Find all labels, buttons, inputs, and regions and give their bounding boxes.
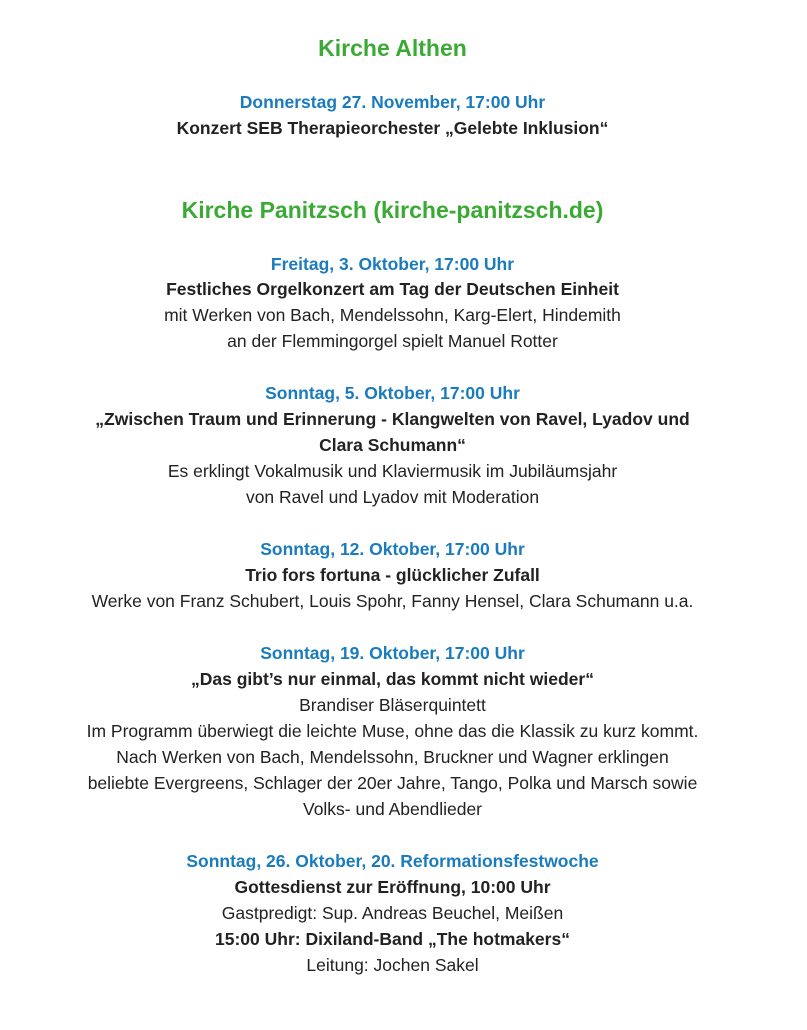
event-title: „Zwischen Traum und Erinnerung - Klangwelten von Ravel, Lyadov und bbox=[95, 409, 690, 429]
event-detail: Im Programm überwiegt die leichte Muse, ohne das die Klassik zu kurz kommt. bbox=[86, 721, 699, 741]
event-detail: Gastpredigt: Sup. Andreas Beuchel, Meißen bbox=[221, 903, 564, 923]
event-date: Sonntag, 26. Oktober, 20. Reformationsfestwoche bbox=[186, 851, 599, 871]
event-detail: von Ravel und Lyadov mit Moderation bbox=[245, 487, 540, 507]
venue-title-panitzsch: Kirche Panitzsch (kirche-panitzsch.de) bbox=[181, 197, 604, 223]
event-detail: an der Flemmingorgel spielt Manuel Rotter bbox=[227, 331, 558, 351]
event-title: Festliches Orgelkonzert am Tag der Deutschen Einheit bbox=[166, 279, 619, 299]
event-title: „Das gibt’s nur einmal, das kommt nicht wieder“ bbox=[191, 669, 594, 689]
event-date: Donnerstag 27. November, 17:00 Uhr bbox=[239, 92, 546, 112]
event-title: Trio fors fortuna - glücklicher Zufall bbox=[245, 565, 540, 585]
event-detail: Nach Werken von Bach, Mendelssohn, Bruckner und Wagner erklingen bbox=[116, 747, 669, 767]
event-detail: mit Werken von Bach, Mendelssohn, Karg-Elert, Hindemith bbox=[164, 305, 621, 325]
event-title: Konzert SEB Therapieorchester „Gelebte Inklusion“ bbox=[176, 118, 609, 138]
event-date: Sonntag, 12. Oktober, 17:00 Uhr bbox=[260, 539, 525, 559]
event-detail: Werke von Franz Schubert, Louis Spohr, Fanny Hensel, Clara Schumann u.a. bbox=[91, 591, 694, 611]
event-title: Clara Schumann“ bbox=[319, 435, 466, 455]
venue-title-althen: Kirche Althen bbox=[318, 35, 467, 61]
event-detail: Es erklingt Vokalmusik und Klaviermusik im Jubiläumsjahr bbox=[167, 461, 618, 481]
event-title: Gottesdienst zur Eröffnung, 10:00 Uhr bbox=[234, 877, 551, 897]
event-detail: Volks- und Abendlieder bbox=[302, 799, 483, 819]
event-detail: Leitung: Jochen Sakel bbox=[306, 955, 479, 975]
event-detail: Brandiser Bläserquintett bbox=[299, 695, 486, 715]
event-detail: beliebte Evergreens, Schlager der 20er Jahre, Tango, Polka und Marsch sowie bbox=[87, 773, 698, 793]
event-title: 15:00 Uhr: Dixiland-Band „The hotmakers“ bbox=[215, 929, 570, 949]
event-date: Sonntag, 19. Oktober, 17:00 Uhr bbox=[260, 643, 525, 663]
event-date: Sonntag, 5. Oktober, 17:00 Uhr bbox=[265, 383, 520, 403]
event-date: Freitag, 3. Oktober, 17:00 Uhr bbox=[270, 254, 515, 274]
